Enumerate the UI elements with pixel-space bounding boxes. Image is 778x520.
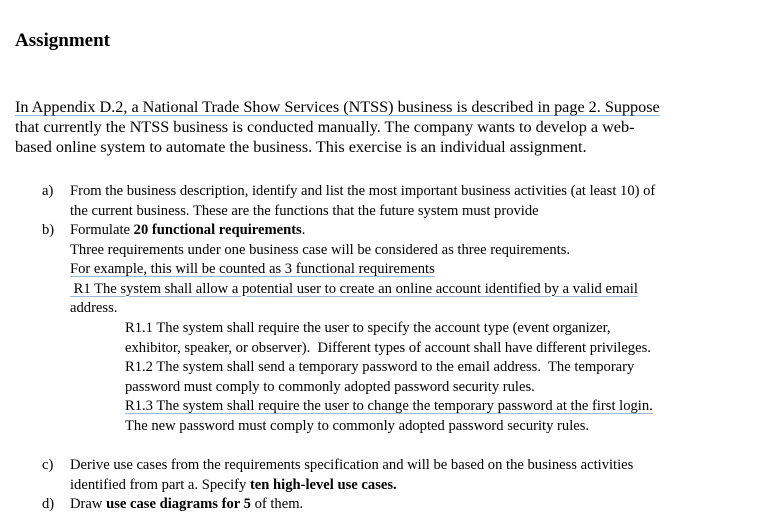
example-line: The new password must comply to commonly adopted password security rules.	[125, 417, 590, 434]
item-d-text	[70, 495, 760, 515]
intro-line: In Appendix D.2, a National Trade Show Services (NTSS) business is described in page 2. Suppose	[15, 98, 660, 116]
item-c-prefix: identified from part a. Specify	[70, 476, 250, 493]
item-b-line: address.	[70, 300, 118, 316]
example-line: R1.1 The system shall require the user to specify the account type (event organizer,	[125, 320, 611, 336]
intro-line: that currently the NTSS business is conducted manually. The company wants to develop a web-	[15, 118, 635, 136]
example-line: R1.3 The system shall require the user to change the temporary password at the first login.	[125, 398, 653, 414]
intro-line: based online system to automate the business. This exercise is an individual assignment.	[15, 138, 587, 156]
example-line: R1.2 The system shall send a temporary password to the email address. The temporary	[125, 359, 635, 375]
item-b-suffix: .	[301, 222, 306, 238]
item-c-marker: c)	[42, 457, 54, 473]
item-b-prefix: Formulate	[70, 222, 134, 238]
page-title: Assignment	[15, 30, 111, 51]
item-a-line: From the business description, identify and list the most important business activities (at least 10) of	[70, 183, 656, 199]
item-d-line	[70, 495, 760, 515]
item-c-bold: ten high-level use cases.	[249, 476, 397, 493]
item-d-suffix: of them.	[250, 496, 304, 512]
item-c-text	[70, 456, 760, 495]
item-b-line: Three requirements under one business case will be considered as three requirements.	[70, 241, 571, 258]
item-b-bold: 20 functional requirements	[133, 222, 302, 238]
intro-paragraph	[15, 97, 765, 157]
item-a-marker: a)	[42, 183, 54, 199]
item-b-heading	[70, 221, 760, 241]
item-c-line2	[70, 476, 760, 496]
item-a-text	[70, 182, 760, 221]
item-b-line: For example, this will be counted as 3 functional requirements	[70, 261, 435, 277]
item-a-line: the current business. These are the functions that the future system must provide	[70, 202, 539, 219]
item-d-prefix: Draw	[70, 496, 107, 512]
item-d-marker: d)	[42, 496, 55, 512]
item-d-bold: use case diagrams for 5	[106, 496, 251, 512]
item-b-text	[70, 221, 760, 319]
example-line: password must comply to commonly adopted password security rules.	[125, 378, 535, 395]
item-b-line: R1 The system shall allow a potential user to create an online account identified by a valid email	[70, 280, 638, 297]
example-line: exhibitor, speaker, or observer). Different types of account shall have different privileges.	[125, 339, 651, 356]
item-b-marker: b)	[42, 222, 55, 238]
example-requirements	[125, 319, 765, 436]
item-c-line: Derive use cases from the requirements specification and will be based on the business activities	[70, 457, 634, 473]
